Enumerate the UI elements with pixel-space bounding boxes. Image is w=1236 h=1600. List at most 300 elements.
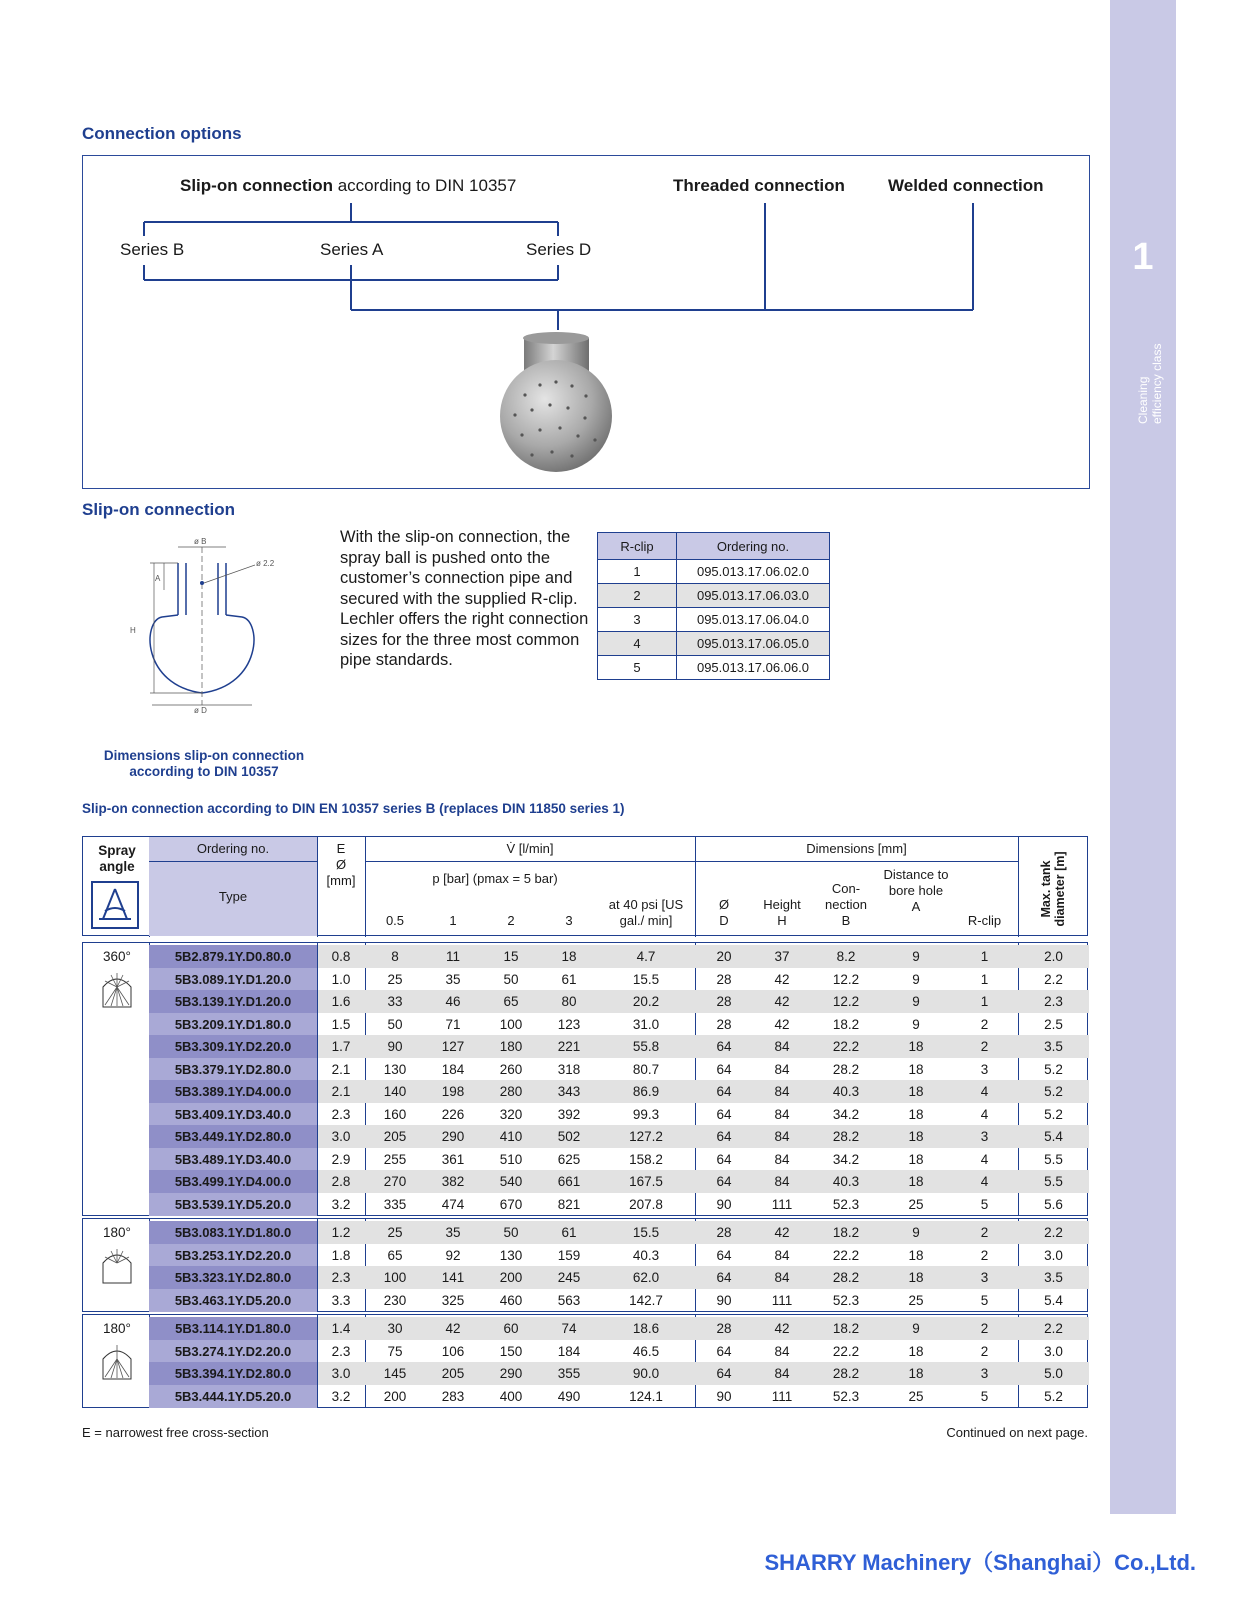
footnote: E = narrowest free cross-section [82,1425,269,1440]
table-cell: 460 [499,1292,523,1308]
table-cell: 4 [980,1174,989,1189]
p05-header: 0.5 [385,913,405,928]
rclip-ordering-header: Ordering no. [677,533,830,560]
table-cell: 5.2 [1044,1084,1063,1099]
table-cell: 25 [908,1196,924,1212]
table-cell: 111 [771,1292,793,1308]
table-cell: 1 [980,994,989,1009]
table-cell: 2.9 [331,1151,351,1167]
table-cell: 184 [557,1343,581,1359]
table-row [83,1221,1089,1244]
company-name: SHARRY Machinery（Shanghai）Co.,Ltd. [764,1550,1196,1575]
table-cell: 50 [503,1225,519,1240]
type-cell: 5B3.114.1Y.D1.80.0 [149,1317,317,1340]
table-cell: 90 [716,1196,732,1212]
table-row [83,945,1089,968]
table-cell: 490 [557,1388,581,1404]
table-cell: 18 [908,1366,924,1381]
type-cell: 5B2.879.1Y.D0.80.0 [149,945,317,968]
chapter-number: 1 [1132,236,1154,278]
table-cell: 343 [557,1084,581,1099]
table-cell: 71 [445,1016,461,1032]
table-cell: 46.5 [632,1343,660,1359]
table-cell: 127 [441,1039,465,1054]
table-group [82,1314,1088,1408]
table-cell: 4 [980,1151,989,1167]
table-cell: 4 [980,1084,989,1099]
table-cell: 207.8 [629,1196,663,1212]
type-cell: 5B3.489.1Y.D3.40.0 [149,1148,317,1171]
table-cell: 2.8 [331,1174,351,1189]
table-cell: 74 [561,1321,577,1336]
p1-header: 1 [449,913,457,928]
spray-angle-header: Spray angle [98,843,136,874]
table-cell: 8 [391,949,399,964]
table-cell: 226 [441,1106,465,1122]
table-cell: 9 [912,1225,920,1240]
slip-on-title: Slip-on connection [82,500,235,519]
table-cell: 84 [774,1084,790,1099]
table-cell: 1.8 [331,1247,351,1263]
table-cell: 474 [441,1196,465,1212]
table-cell: 9 [912,971,920,987]
side-tab [1110,0,1176,1514]
table-cell: 563 [557,1292,581,1308]
table-cell: 9 [912,1016,920,1032]
spray-ball-image [500,332,612,472]
table-cell: 90 [716,1292,732,1308]
table-cell: 167.5 [629,1174,663,1189]
table-cell: 84 [774,1247,790,1263]
welded-label: Welded connection [888,176,1044,195]
table-cell: 2.3 [331,1343,351,1359]
type-cell: 5B3.539.1Y.D5.20.0 [149,1193,317,1216]
table-cell: 200 [383,1388,407,1404]
table-cell: 28 [716,1016,732,1032]
table-cell: 80.7 [632,1061,660,1077]
table-cell: 320 [499,1106,523,1122]
type-cell: 5B3.499.1Y.D4.00.0 [149,1170,317,1193]
table-cell: 3.2 [331,1388,351,1404]
table-cell: 130 [383,1061,407,1077]
table-cell: 18 [908,1129,924,1144]
table-cell: 31.0 [632,1016,660,1032]
dimensions-header: Dimensions [mm] [806,841,907,856]
table-cell: 5.4 [1044,1129,1063,1144]
table-cell: 4.7 [636,949,656,964]
table-cell: 50 [387,1016,403,1032]
table-cell: 2.2 [1044,1321,1063,1336]
type-cell: 5B3.139.1Y.D1.20.0 [149,990,317,1013]
table-cell: 12.2 [832,971,860,987]
table-row [83,1035,1089,1058]
table-cell: 1 [980,971,989,987]
distance-header: Distance to bore hole A [883,867,949,914]
table-cell: 821 [557,1196,581,1212]
table-cell: 42 [774,1225,790,1240]
table-cell: 55.8 [632,1039,660,1054]
table-cell: 84 [774,1129,790,1144]
table-cell: 1.5 [331,1016,351,1032]
table-row [83,1148,1089,1171]
table-cell: 61 [561,971,577,987]
p3-header: 3 [565,913,573,928]
flow-header: V̇ [l/min] [506,841,554,856]
table-cell: 5.6 [1044,1196,1063,1212]
table-cell: 42 [774,1016,790,1032]
table-cell: 100 [383,1270,407,1285]
table-cell: 40.3 [832,1084,860,1099]
table-cell: 64 [716,1270,732,1285]
table-row: 2 095.013.17.06.03.0 [598,584,830,608]
table-cell: 33 [387,994,403,1009]
table-row [83,1340,1089,1363]
table-cell: 60 [503,1321,519,1336]
type-cell: 5B3.323.1Y.D2.80.0 [149,1266,317,1289]
table-cell: 2 [980,1247,989,1263]
table-cell: 64 [716,1061,732,1077]
table-cell: 2.5 [1044,1016,1063,1032]
table-cell: 18 [908,1270,924,1285]
table-cell: 22.2 [832,1343,860,1359]
table-cell: 3.3 [331,1292,351,1308]
table-cell: 2.1 [331,1084,351,1099]
table-row [83,1362,1089,1385]
table-cell: 5.2 [1044,1061,1063,1077]
table-cell: 540 [499,1174,523,1189]
table-cell: 42 [774,1321,790,1336]
table-cell: 18.2 [832,1321,860,1336]
table-cell: 18 [908,1174,924,1189]
table-cell: 28.2 [832,1270,860,1285]
table-subtitle: Slip-on connection according to DIN EN 10357 series B (replaces DIN 11850 series 1) [82,801,625,816]
table-cell: 34.2 [832,1106,860,1122]
table-cell: 180 [499,1039,523,1054]
table-cell: 84 [774,1343,790,1359]
table-cell: 11 [445,949,460,964]
table-cell: 502 [557,1129,581,1144]
table-header [82,836,1088,936]
table-cell: 84 [774,1151,790,1167]
table-cell: 255 [383,1151,407,1167]
table-cell: 205 [441,1366,465,1381]
spray-angle-label: 180° [103,1321,131,1336]
series-d-label: Series D [526,240,592,259]
ordering-no-header: Ordering no. [196,841,270,856]
table-cell: 2.3 [331,1270,351,1285]
table-cell: 2 [980,1321,989,1336]
table-group [82,942,1088,1216]
table-cell: 280 [499,1084,523,1099]
table-cell: 382 [441,1174,465,1189]
table-cell: 18.2 [832,1016,860,1032]
type-cell: 5B3.274.1Y.D2.20.0 [149,1340,317,1363]
table-cell: 99.3 [632,1106,660,1122]
type-cell: 5B3.449.1Y.D2.80.0 [149,1125,317,1148]
table-cell: 18 [908,1247,924,1263]
table-cell: 325 [441,1292,465,1308]
table-row [83,1013,1089,1036]
table-cell: 3 [980,1129,989,1144]
table-cell: 20 [716,949,732,964]
table-cell: 1.4 [331,1321,351,1336]
table-cell: 28.2 [832,1061,860,1077]
table-cell: 15 [503,949,519,964]
table-cell: 141 [441,1270,465,1285]
rclip-table [597,532,830,680]
table-row: 5 095.013.17.06.06.0 [598,656,830,680]
series-a-label: Series A [320,240,384,259]
table-cell: 410 [499,1129,523,1144]
chapter-label [1136,264,1164,424]
table-cell: 80 [561,994,577,1009]
table-cell: 200 [499,1270,523,1285]
table-cell: 18 [908,1039,924,1054]
table-cell: 18 [908,1084,924,1099]
table-row [83,1317,1089,1340]
table-cell: 260 [499,1061,523,1077]
table-cell: 130 [499,1247,523,1263]
table-cell: 3.0 [331,1366,351,1381]
table-cell: 5 [980,1388,989,1404]
table-cell: 86.9 [632,1084,660,1099]
table-cell: 84 [774,1270,790,1285]
table-cell: 140 [383,1084,407,1099]
table-cell: 92 [445,1247,461,1263]
table-cell: 111 [771,1196,793,1212]
table-cell: 283 [441,1388,465,1404]
table-row [83,1170,1089,1193]
chapter-label-line1: Cleaning [1136,376,1150,424]
type-cell: 5B3.083.1Y.D1.80.0 [149,1221,317,1244]
slip-on-dimension-drawing [120,535,300,715]
table-cell: 62.0 [632,1270,660,1285]
table-cell: 150 [499,1343,523,1359]
table-cell: 290 [441,1129,465,1144]
table-cell: 5.0 [1044,1366,1063,1381]
table-cell: 90 [387,1039,403,1054]
connection-header: Con-nection B [825,881,867,928]
table-cell: 84 [774,1106,790,1122]
table-cell: 510 [499,1151,523,1167]
type-cell: 5B3.209.1Y.D1.80.0 [149,1013,317,1036]
table-row [83,1385,1089,1408]
table-cell: 2.0 [1044,949,1063,964]
connection-tree-diagram [0,0,1100,490]
table-cell: 2.3 [1044,994,1063,1009]
table-cell: 3.2 [331,1196,351,1212]
table-cell: 50 [503,971,519,987]
table-cell: 1 [980,949,989,964]
height-header: Height H [763,897,801,928]
drawing-label-ob: ø B [194,537,207,546]
d-header: Ø D [718,897,730,928]
table-cell: 221 [557,1039,581,1054]
table-cell: 18.6 [632,1321,660,1336]
drawing-caption: Dimensions slip-on connection according to DIN 10357 [103,748,305,779]
table-cell: 8.2 [836,949,856,964]
table-cell: 64 [716,1084,732,1099]
table-cell: 84 [774,1174,790,1189]
table-row [83,990,1089,1013]
table-cell: 3.0 [331,1129,351,1144]
table-row [83,1193,1089,1216]
table-cell: 28 [716,1321,732,1336]
table-cell: 1.7 [331,1039,351,1054]
table-cell: 392 [557,1106,581,1122]
table-cell: 15.5 [632,971,660,987]
type-cell: 5B3.394.1Y.D2.80.0 [149,1362,317,1385]
table-group [82,1218,1088,1312]
spray-angle-label: 180° [103,1225,131,1240]
psi-header: at 40 psi [US gal./ min] [608,897,684,928]
type-cell: 5B3.309.1Y.D2.20.0 [149,1035,317,1058]
table-cell: 90.0 [632,1366,660,1381]
table-cell: 230 [383,1292,407,1308]
table-cell: 40.3 [632,1247,660,1263]
table-cell: 2 [980,1039,989,1054]
table-cell: 75 [387,1343,403,1359]
table-cell: 5 [980,1196,989,1212]
table-cell: 0.8 [331,949,351,964]
table-cell: 106 [441,1343,465,1359]
table-row [83,1289,1089,1312]
table-cell: 65 [387,1247,403,1263]
drawing-label-od: ø D [194,706,207,715]
table-cell: 18.2 [832,1225,860,1240]
table-cell: 28 [716,994,732,1009]
drawing-label-o22: ø 2.2 [256,559,275,568]
table-cell: 290 [499,1366,523,1381]
table-cell: 9 [912,994,920,1009]
table-row [83,1058,1089,1081]
table-cell: 142.7 [629,1292,663,1308]
table-cell: 245 [557,1270,581,1285]
table-cell: 61 [561,1225,577,1240]
table-cell: 64 [716,1151,732,1167]
table-cell: 318 [557,1061,581,1077]
e-header: E Ø [mm] [326,841,356,888]
table-cell: 42 [445,1321,461,1336]
type-cell: 5B3.389.1Y.D4.00.0 [149,1080,317,1103]
type-cell: 5B3.089.1Y.D1.20.0 [149,968,317,991]
table-cell: 64 [716,1366,732,1381]
table-cell: 84 [774,1039,790,1054]
table-cell: 111 [771,1388,793,1404]
type-cell: 5B3.253.1Y.D2.20.0 [149,1244,317,1267]
table-row [83,968,1089,991]
p2-header: 2 [507,913,515,928]
table-cell: 3 [980,1061,989,1077]
table-cell: 100 [499,1016,523,1032]
table-cell: 64 [716,1343,732,1359]
type-header: Type [218,889,248,904]
slip-on-description: With the slip-on connection, the spray ball is pushed onto the customer’s connection pipe and secured with the supplied R-clip. Lechler offers the right connection sizes for the three most common pipe standards. [340,528,589,669]
table-cell: 30 [387,1321,403,1336]
table-cell: 158.2 [629,1151,663,1167]
table-cell: 35 [445,1225,461,1240]
table-cell: 2.2 [1044,1225,1063,1240]
table-cell: 2.2 [1044,971,1063,987]
table-row [83,1103,1089,1126]
table-cell: 52.3 [832,1388,860,1404]
table-cell: 42 [774,994,790,1009]
table-cell: 5.4 [1044,1292,1063,1308]
table-cell: 25 [387,1225,403,1240]
table-cell: 159 [557,1247,581,1263]
table-cell: 2 [980,1016,989,1032]
table-cell: 1.6 [331,994,351,1009]
slip-on-label: Slip-on connection according to DIN 10357 [180,176,517,195]
table-cell: 198 [441,1084,465,1099]
spray-angle-icon [91,881,139,929]
table-cell: 18 [908,1106,924,1122]
table-row: 1 095.013.17.06.02.0 [598,560,830,584]
threaded-label: Threaded connection [673,176,845,195]
table-cell: 35 [445,971,461,987]
table-cell: 5.2 [1044,1106,1063,1122]
table-cell: 2.3 [331,1106,351,1122]
type-cell: 5B3.463.1Y.D5.20.0 [149,1289,317,1312]
table-cell: 124.1 [629,1388,663,1404]
table-cell: 64 [716,1247,732,1263]
table-cell: 3.5 [1044,1270,1063,1285]
table-cell: 361 [441,1151,465,1167]
table-cell: 22.2 [832,1039,860,1054]
series-b-label: Series B [120,240,185,259]
type-cell: 5B3.444.1Y.D5.20.0 [149,1385,317,1408]
rclip-header: R-clip [598,533,677,560]
table-cell: 3 [980,1270,989,1285]
table-cell: 5.5 [1044,1151,1063,1167]
type-cell: 5B3.379.1Y.D2.80.0 [149,1058,317,1081]
table-cell: 84 [774,1366,790,1381]
table-cell: 123 [557,1016,581,1032]
table-cell: 625 [557,1151,581,1167]
table-cell: 2.1 [331,1061,351,1077]
table-cell: 1.2 [331,1225,351,1240]
drawing-label-h: H [130,626,136,635]
table-cell: 3.0 [1044,1247,1063,1263]
table-cell: 65 [503,994,519,1009]
table-cell: 46 [445,994,461,1009]
table-cell: 64 [716,1129,732,1144]
table-cell: 3 [980,1366,989,1381]
table-cell: 37 [774,949,790,964]
table-cell: 355 [557,1366,581,1381]
table-cell: 22.2 [832,1247,860,1263]
table-cell: 15.5 [632,1225,660,1240]
table-cell: 205 [383,1129,407,1144]
table-cell: 28.2 [832,1129,860,1144]
table-cell: 25 [387,971,403,987]
table-cell: 670 [499,1196,523,1212]
table-cell: 5.2 [1044,1388,1063,1404]
table-cell: 160 [383,1106,407,1122]
table-cell: 3.5 [1044,1039,1063,1054]
table-cell: 18 [561,949,577,964]
table-cell: 64 [716,1039,732,1054]
table-cell: 127.2 [629,1129,663,1144]
type-cell: 5B3.409.1Y.D3.40.0 [149,1103,317,1126]
max-tank-header: Max. tank diameter [m] [1039,851,1067,927]
table-cell: 184 [441,1061,465,1077]
table-row [83,1080,1089,1103]
table-cell: 52.3 [832,1292,860,1308]
continued-note: Continued on next page. [946,1425,1088,1440]
chapter-label-line2: efficiency class [1150,343,1164,424]
table-cell: 661 [557,1174,581,1189]
